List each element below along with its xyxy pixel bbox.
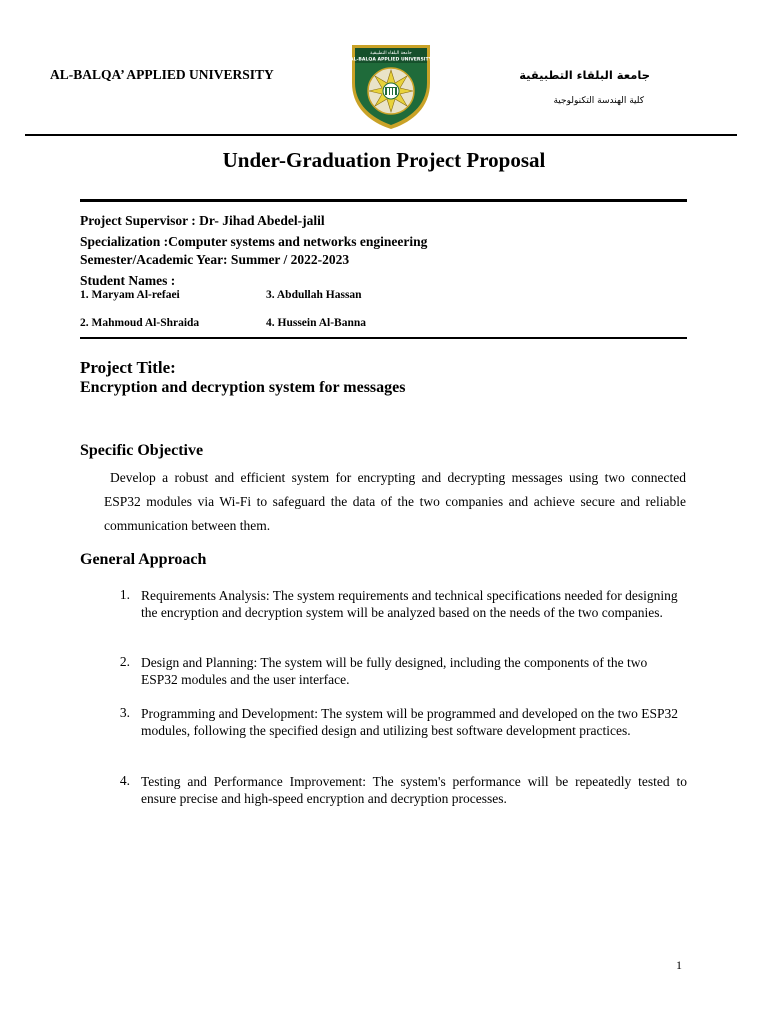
university-logo bbox=[348, 43, 434, 131]
objective-paragraph: Develop a robust and efficient system for encrypting and decrypting messages using two connected ESP32 modules via Wi-Fi to safeguard the data of the two companies and achieve secure and reliable communication between them. bbox=[104, 470, 686, 533]
university-name-ar: جامعة البلقاء التطبيقية bbox=[519, 68, 650, 82]
document-title: Under-Graduation Project Proposal bbox=[222, 148, 546, 172]
step-number: 1. bbox=[119, 587, 130, 602]
project-title-label: Project Title: bbox=[80, 358, 176, 377]
step-number: 4. bbox=[119, 773, 130, 788]
header-divider bbox=[25, 134, 737, 136]
student-name: 4. Hussein Al-Banna bbox=[266, 317, 367, 329]
student-name: 2. Mahmoud Al-Shraida bbox=[80, 317, 200, 329]
project-title: Encryption and decryption system for messages bbox=[80, 379, 406, 396]
semester-line: Semester/Academic Year: Summer / 2022-2023 bbox=[80, 252, 350, 267]
faculty-name-ar: كلية الهندسة التكنولوجية bbox=[553, 96, 644, 106]
supervisor-line: Project Supervisor : Dr- Jihad Abedel-jalil bbox=[80, 213, 325, 228]
specialization-line: Specialization :Computer systems and networks engineering bbox=[80, 234, 428, 249]
student-name: 1. Maryam Al-refaei bbox=[80, 289, 180, 301]
university-name-en: AL-BALQA’ APPLIED UNIVERSITY bbox=[50, 67, 274, 82]
step-number: 3. bbox=[119, 705, 130, 720]
step-number: 2. bbox=[119, 654, 130, 669]
step-text: Programming and Development: The system will be programmed and developed on the two ESP32 modules, following the specified design and utilizing best software development practices. bbox=[141, 706, 679, 738]
step-text: Design and Planning: The system will be fully designed, including the components of the two ESP32 modules and the user interface. bbox=[141, 655, 648, 687]
logo-inscription-en: AL-BALQA APPLIED UNIVERSITY bbox=[350, 57, 432, 63]
student-name: 3. Abdullah Hassan bbox=[266, 289, 362, 301]
approach-heading: General Approach bbox=[80, 551, 207, 568]
objective-heading: Specific Objective bbox=[80, 442, 204, 459]
student-names-label: Student Names : bbox=[80, 273, 176, 288]
title-divider bbox=[80, 199, 687, 202]
page-number: 1 bbox=[676, 958, 682, 972]
info-divider bbox=[80, 337, 687, 339]
step-text: Requirements Analysis: The system requirements and technical specifications needed for designing the encryption and decryption system will be analyzed based on the needs of the two companies. bbox=[141, 588, 678, 620]
step-text: Testing and Performance Improvement: The system's performance will be repeatedly tested to ensure precise and high-speed encryption and decryption processes. bbox=[141, 774, 687, 806]
logo-inscription-ar: جامعة البلقاء التطبيقية bbox=[370, 51, 412, 56]
